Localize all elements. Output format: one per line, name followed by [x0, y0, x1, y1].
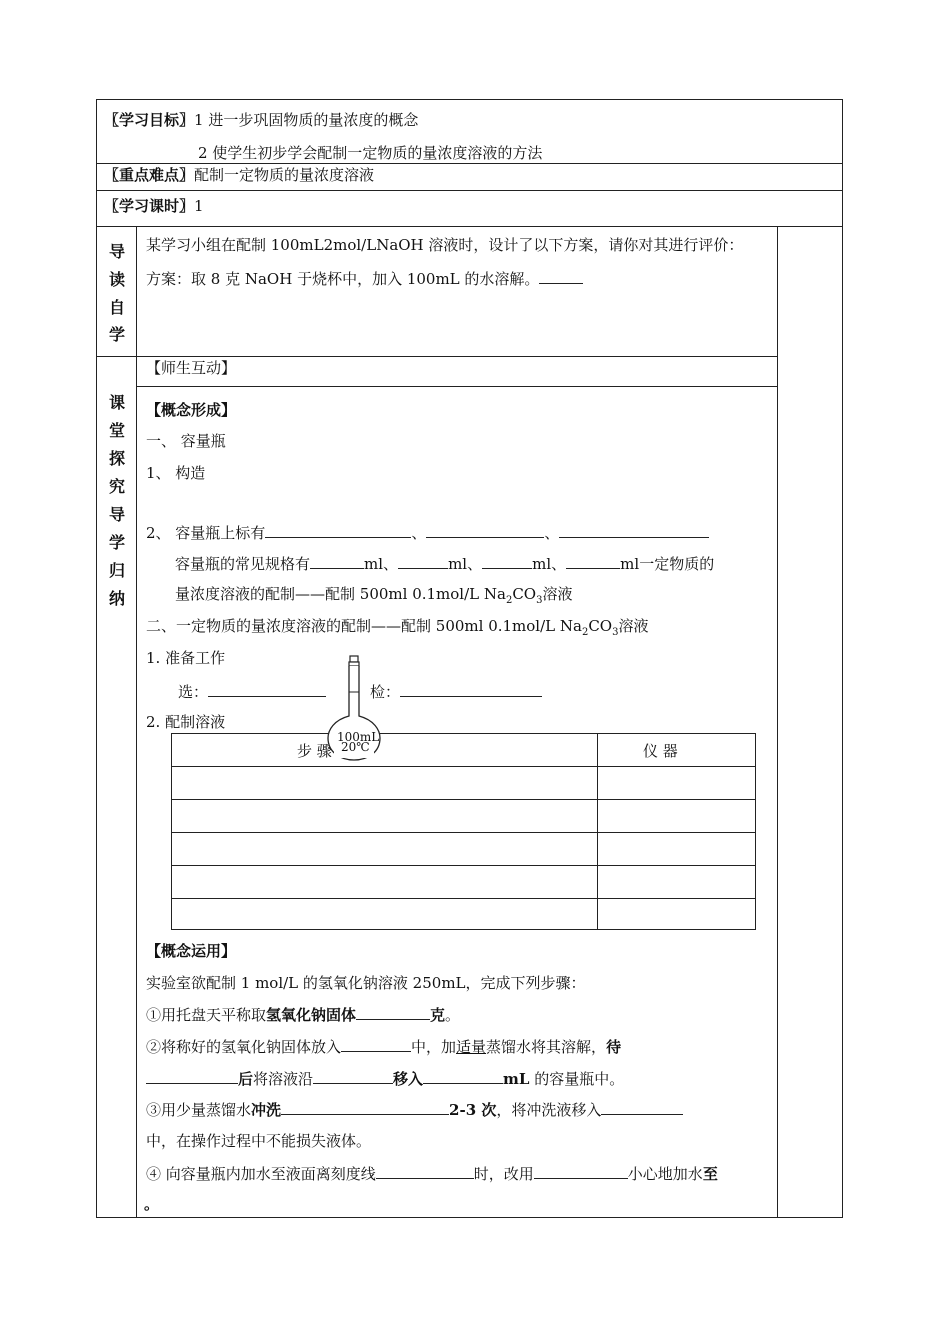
- flask-spec-line-2: 量浓度溶液的配制——配制 500ml 0.1mol/L $Na_2CO_3$溶液: [175, 585, 573, 606]
- application-q3: ③用少量蒸馏水冲洗 2-3 次，将冲洗液移入: [146, 1099, 683, 1120]
- side-column-divider: [136, 226, 137, 1218]
- frame-row-divider: [96, 163, 843, 164]
- learning-goal-2: 2 使学生初步学会配制一定物质的量浓度溶液的方法: [198, 144, 543, 162]
- teacher-student-interaction: 【师生互动】: [146, 359, 237, 377]
- section-1-item-2: 2、 容量瓶上标有 、 、: [146, 522, 709, 543]
- learning-goal-label: 〖学习目标〗: [104, 111, 195, 129]
- preparation-select: 选：: [178, 681, 326, 702]
- frame-row-divider: [96, 190, 843, 191]
- q2-wait-blank[interactable]: [146, 1068, 238, 1084]
- guide-side-char: 读: [108, 270, 125, 289]
- application-q4: ④ 向容量瓶内加水至液面离刻度线 时，改用 小心地加水至: [146, 1165, 718, 1183]
- frame-right-border: [842, 99, 843, 1218]
- guide-side-char: 导: [108, 242, 125, 261]
- preparation-check: 检：: [370, 681, 542, 702]
- table-header-steps: 步 骤: [297, 742, 332, 760]
- preparation-title: 1. 准备工作: [146, 649, 226, 667]
- q2-along-blank[interactable]: [313, 1068, 393, 1084]
- spec-blank-4[interactable]: [566, 553, 620, 569]
- learning-goal-1: 1 进一步巩固物质的量浓度的概念: [194, 111, 419, 129]
- guide-answer-blank[interactable]: [539, 268, 583, 284]
- lesson-hours-row: [104, 196, 204, 216]
- spec-tail: 一定物质的: [639, 555, 715, 573]
- classroom-side-char: 学: [108, 533, 125, 552]
- classroom-side-char: 堂: [108, 421, 125, 440]
- guide-side-char: 学: [108, 325, 125, 344]
- application-intro: 实验室欲配制 1 mol/L 的氢氧化钠溶液 250mL，完成下列步骤：: [146, 974, 586, 992]
- table-row[interactable]: [172, 767, 597, 799]
- section-2-title: 二、一定物质的量浓度溶液的配制——配制 500ml 0.1mol/L $Na_2CO_3$溶液: [146, 617, 649, 638]
- guide-question: 某学习小组在配制 100mL2mol/LNaOH 溶液时，设计了以下方案，请你对其进行评价：: [146, 236, 744, 254]
- table-row[interactable]: [172, 866, 597, 898]
- guide-plan: 方案：取 8 克 NaOH 于烧杯中，加入 100mL 的水溶解。: [146, 268, 583, 289]
- q4-tool-blank[interactable]: [534, 1163, 628, 1179]
- classroom-side-char: 究: [108, 477, 125, 496]
- lesson-hours-label: 〖学习课时〗: [104, 197, 195, 215]
- table-header-instruments: 仪 器: [643, 742, 678, 760]
- note-column-divider: [777, 226, 778, 1218]
- learning-goal-line-1: [104, 110, 418, 130]
- concept-application-heading: 【概念运用】: [146, 942, 237, 960]
- classroom-side-char: 归: [108, 561, 125, 580]
- spec-blank-3[interactable]: [482, 553, 532, 569]
- flask-mark-blank-1[interactable]: [265, 522, 411, 538]
- table-row[interactable]: [172, 800, 597, 832]
- q2-volume-blank[interactable]: [423, 1068, 503, 1084]
- frame-bottom-border: [96, 1217, 843, 1218]
- select-blank[interactable]: [208, 681, 326, 697]
- q2-container-blank[interactable]: [341, 1036, 411, 1052]
- spec-blank-1[interactable]: [310, 553, 364, 569]
- spec-blank-2[interactable]: [398, 553, 448, 569]
- flask-label-temperature: 20℃: [341, 740, 370, 754]
- classroom-side-char: 纳: [108, 589, 125, 608]
- flask-label-volume: 100mL: [337, 730, 380, 744]
- section-1-item-1: 1、 构造: [146, 464, 206, 482]
- flask-mark-blank-3[interactable]: [559, 522, 709, 538]
- table-row[interactable]: [172, 899, 597, 929]
- make-solution-title: 2. 配制溶液: [146, 713, 226, 731]
- section-1-title: 一、 容量瓶: [146, 432, 226, 450]
- frame-left-border: [96, 99, 97, 1218]
- frame-row-divider: [136, 386, 778, 387]
- flask-spec-line: 容量瓶的常见规格有 ml、 ml、 ml、 ml一定物质的: [175, 555, 715, 573]
- application-q2-cont: 后将溶液沿 移入 mL 的容量瓶中。: [146, 1068, 624, 1089]
- frame-top-border: [96, 99, 843, 100]
- application-q2: ②将称好的氢氧化钠固体放入 中，加适量蒸馏水将其溶解，待: [146, 1038, 622, 1056]
- key-difficulty-text: 配制一定物质的量浓度溶液: [194, 166, 375, 184]
- check-blank[interactable]: [400, 681, 542, 697]
- classroom-side-char: 探: [108, 449, 125, 468]
- application-q1: ①用托盘天平称取氢氧化钠固体 克。: [146, 1006, 461, 1024]
- frame-row-divider: [96, 226, 843, 227]
- lesson-hours-value: 1: [194, 197, 204, 215]
- q3-transfer-blank[interactable]: [601, 1099, 683, 1115]
- table-row[interactable]: [172, 833, 597, 865]
- application-q4-end: 。: [144, 1195, 160, 1213]
- key-difficulty-row: [104, 165, 374, 185]
- classroom-side-char: 导: [108, 505, 125, 524]
- q1-mass-blank[interactable]: [356, 1004, 430, 1020]
- q3-rinse-blank[interactable]: [281, 1099, 449, 1115]
- guide-side-char: 自: [108, 298, 125, 317]
- classroom-side-char: 课: [108, 393, 125, 412]
- application-q3-cont: 中，在操作过程中不能损失液体。: [146, 1132, 372, 1150]
- frame-row-divider: [96, 356, 778, 357]
- flask-mark-blank-2[interactable]: [426, 522, 544, 538]
- concept-formation-heading: 【概念形成】: [146, 401, 237, 419]
- steps-table: [171, 730, 756, 930]
- key-difficulty-label: 〖重点难点〗: [104, 166, 195, 184]
- q4-distance-blank[interactable]: [376, 1163, 474, 1179]
